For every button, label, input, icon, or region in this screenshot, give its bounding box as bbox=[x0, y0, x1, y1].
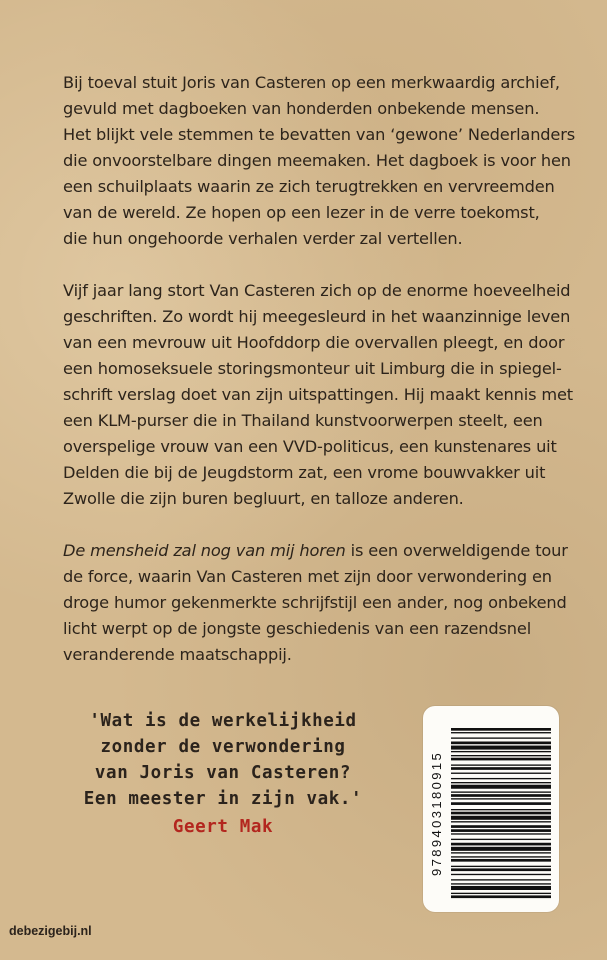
quote-line: Een meester in zijn vak.' bbox=[83, 789, 363, 809]
barcode-bar bbox=[451, 886, 551, 890]
blurb-line: van een mevrouw uit Hoofddorp die overvallen pleegt, en door bbox=[63, 333, 565, 352]
barcode-bar bbox=[451, 833, 551, 834]
barcode-bar bbox=[451, 856, 551, 857]
blurb-line: een homoseksuele storingsmonteur uit Limburg die in spiegel- bbox=[63, 359, 562, 378]
quote-line: van Joris van Casteren? bbox=[94, 763, 352, 783]
blurb-line: die onvoorstelbare dingen meemaken. Het dagboek is voor hen bbox=[63, 151, 571, 170]
blurb-line: licht werpt op de jongste geschiedenis van een razendsnel bbox=[63, 619, 532, 638]
barcode-bar bbox=[451, 742, 551, 745]
barcode-bar bbox=[451, 874, 551, 875]
blurb-line: Het blijkt vele stemmen te bevatten van ‘gewone’ Nederlanders bbox=[63, 125, 576, 144]
blurb-paragraph-1 bbox=[63, 70, 583, 252]
blurb-line: van de wereld. Ze hopen op een lezer in de verre toekomst, bbox=[63, 203, 540, 222]
blurb-line: overspelige vrouw van een VVD-politicus, een kunstenares uit bbox=[63, 437, 557, 456]
barcode-bars bbox=[451, 724, 551, 900]
blurb-paragraph-2 bbox=[63, 278, 583, 512]
blurb-line: gevuld met dagboeken van honderden onbekende mensen. bbox=[63, 99, 540, 118]
barcode-bar bbox=[451, 758, 551, 761]
barcode-bar bbox=[451, 746, 551, 750]
barcode-bar bbox=[451, 802, 551, 805]
barcode-bar bbox=[451, 812, 551, 815]
review-quote bbox=[48, 708, 398, 840]
barcode-bar bbox=[451, 829, 551, 832]
blurb-line: schrift verslag doet van zijn uitspattingen. Hij maakt kennis met bbox=[63, 385, 573, 404]
blurb-line: Bij toeval stuit Joris van Casteren op een merkwaardig archief, bbox=[63, 73, 560, 92]
barcode-bar bbox=[451, 839, 551, 840]
barcode-bar bbox=[451, 782, 551, 783]
barcode-bar bbox=[451, 809, 551, 810]
blurb-line: die hun ongehoorde verhalen verder zal vertellen. bbox=[63, 229, 463, 248]
isbn-digits: 9789403180915 bbox=[429, 750, 444, 876]
barcode-bar bbox=[451, 852, 551, 853]
blurb-line: een schuilplaats waarin ze zich terugtrekken en vervreemden bbox=[63, 177, 555, 196]
barcode-bar bbox=[451, 798, 551, 799]
barcode-bar bbox=[451, 767, 551, 770]
barcode-bar bbox=[451, 883, 551, 884]
book-title-italic: De mensheid zal nog van mij horen bbox=[63, 541, 346, 560]
barcode-bar bbox=[451, 847, 551, 851]
barcode-bar bbox=[451, 791, 551, 792]
publisher-website: debezigebij.nl bbox=[9, 924, 92, 938]
barcode-bar bbox=[451, 785, 551, 789]
blurb-line: veranderende maatschappij. bbox=[63, 645, 292, 664]
barcode-bar bbox=[451, 893, 551, 894]
quote-line: 'Wat is de werkelijkheid bbox=[89, 711, 357, 731]
blurb-line: een KLM-purser die in Thailand kunstvoorwerpen steelt, een bbox=[63, 411, 543, 430]
barcode-bar bbox=[451, 755, 551, 756]
barcode-bar bbox=[451, 728, 551, 731]
barcode-bar bbox=[451, 732, 551, 733]
barcode-bar bbox=[451, 737, 551, 738]
isbn-barcode-label bbox=[423, 706, 559, 912]
barcode-bar bbox=[451, 843, 551, 846]
blurb bbox=[63, 70, 583, 694]
barcode-bar bbox=[451, 868, 551, 871]
blurb-line: droge humor gekenmerkte schrijfstijl een ander, nog onbekend bbox=[63, 593, 567, 612]
blurb-paragraph-3 bbox=[63, 538, 583, 668]
blurb-line: de force, waarin Van Casteren met zijn door verwondering en bbox=[63, 567, 552, 586]
quote-author: Geert Mak bbox=[172, 817, 274, 837]
barcode-bar bbox=[451, 879, 551, 880]
blurb-line: geschriften. Zo wordt hij meegesleurd in het waanzinnige leven bbox=[63, 307, 571, 326]
blurb-line: is een overweldigende tour bbox=[345, 541, 568, 560]
blurb-line: Vijf jaar lang stort Van Casteren zich op de enorme hoeveelheid bbox=[63, 281, 571, 300]
barcode-bar bbox=[451, 859, 551, 862]
barcode-bar bbox=[451, 794, 551, 797]
barcode-bar bbox=[451, 825, 551, 828]
barcode-bar bbox=[451, 895, 551, 898]
barcode-bar bbox=[451, 866, 551, 867]
blurb-line: Zwolle die zijn buren begluurt, en talloze anderen. bbox=[63, 489, 464, 508]
barcode-bar bbox=[451, 778, 551, 779]
blurb-line: Delden die bij de Jeugdstorm zat, een vrome bouwvakker uit bbox=[63, 463, 546, 482]
quote-line: zonder de verwondering bbox=[100, 737, 346, 757]
barcode-bar bbox=[451, 764, 551, 765]
barcode-bar bbox=[451, 751, 551, 752]
barcode-bar bbox=[451, 821, 551, 822]
barcode-bar bbox=[451, 816, 551, 820]
barcode-bar bbox=[451, 773, 551, 774]
